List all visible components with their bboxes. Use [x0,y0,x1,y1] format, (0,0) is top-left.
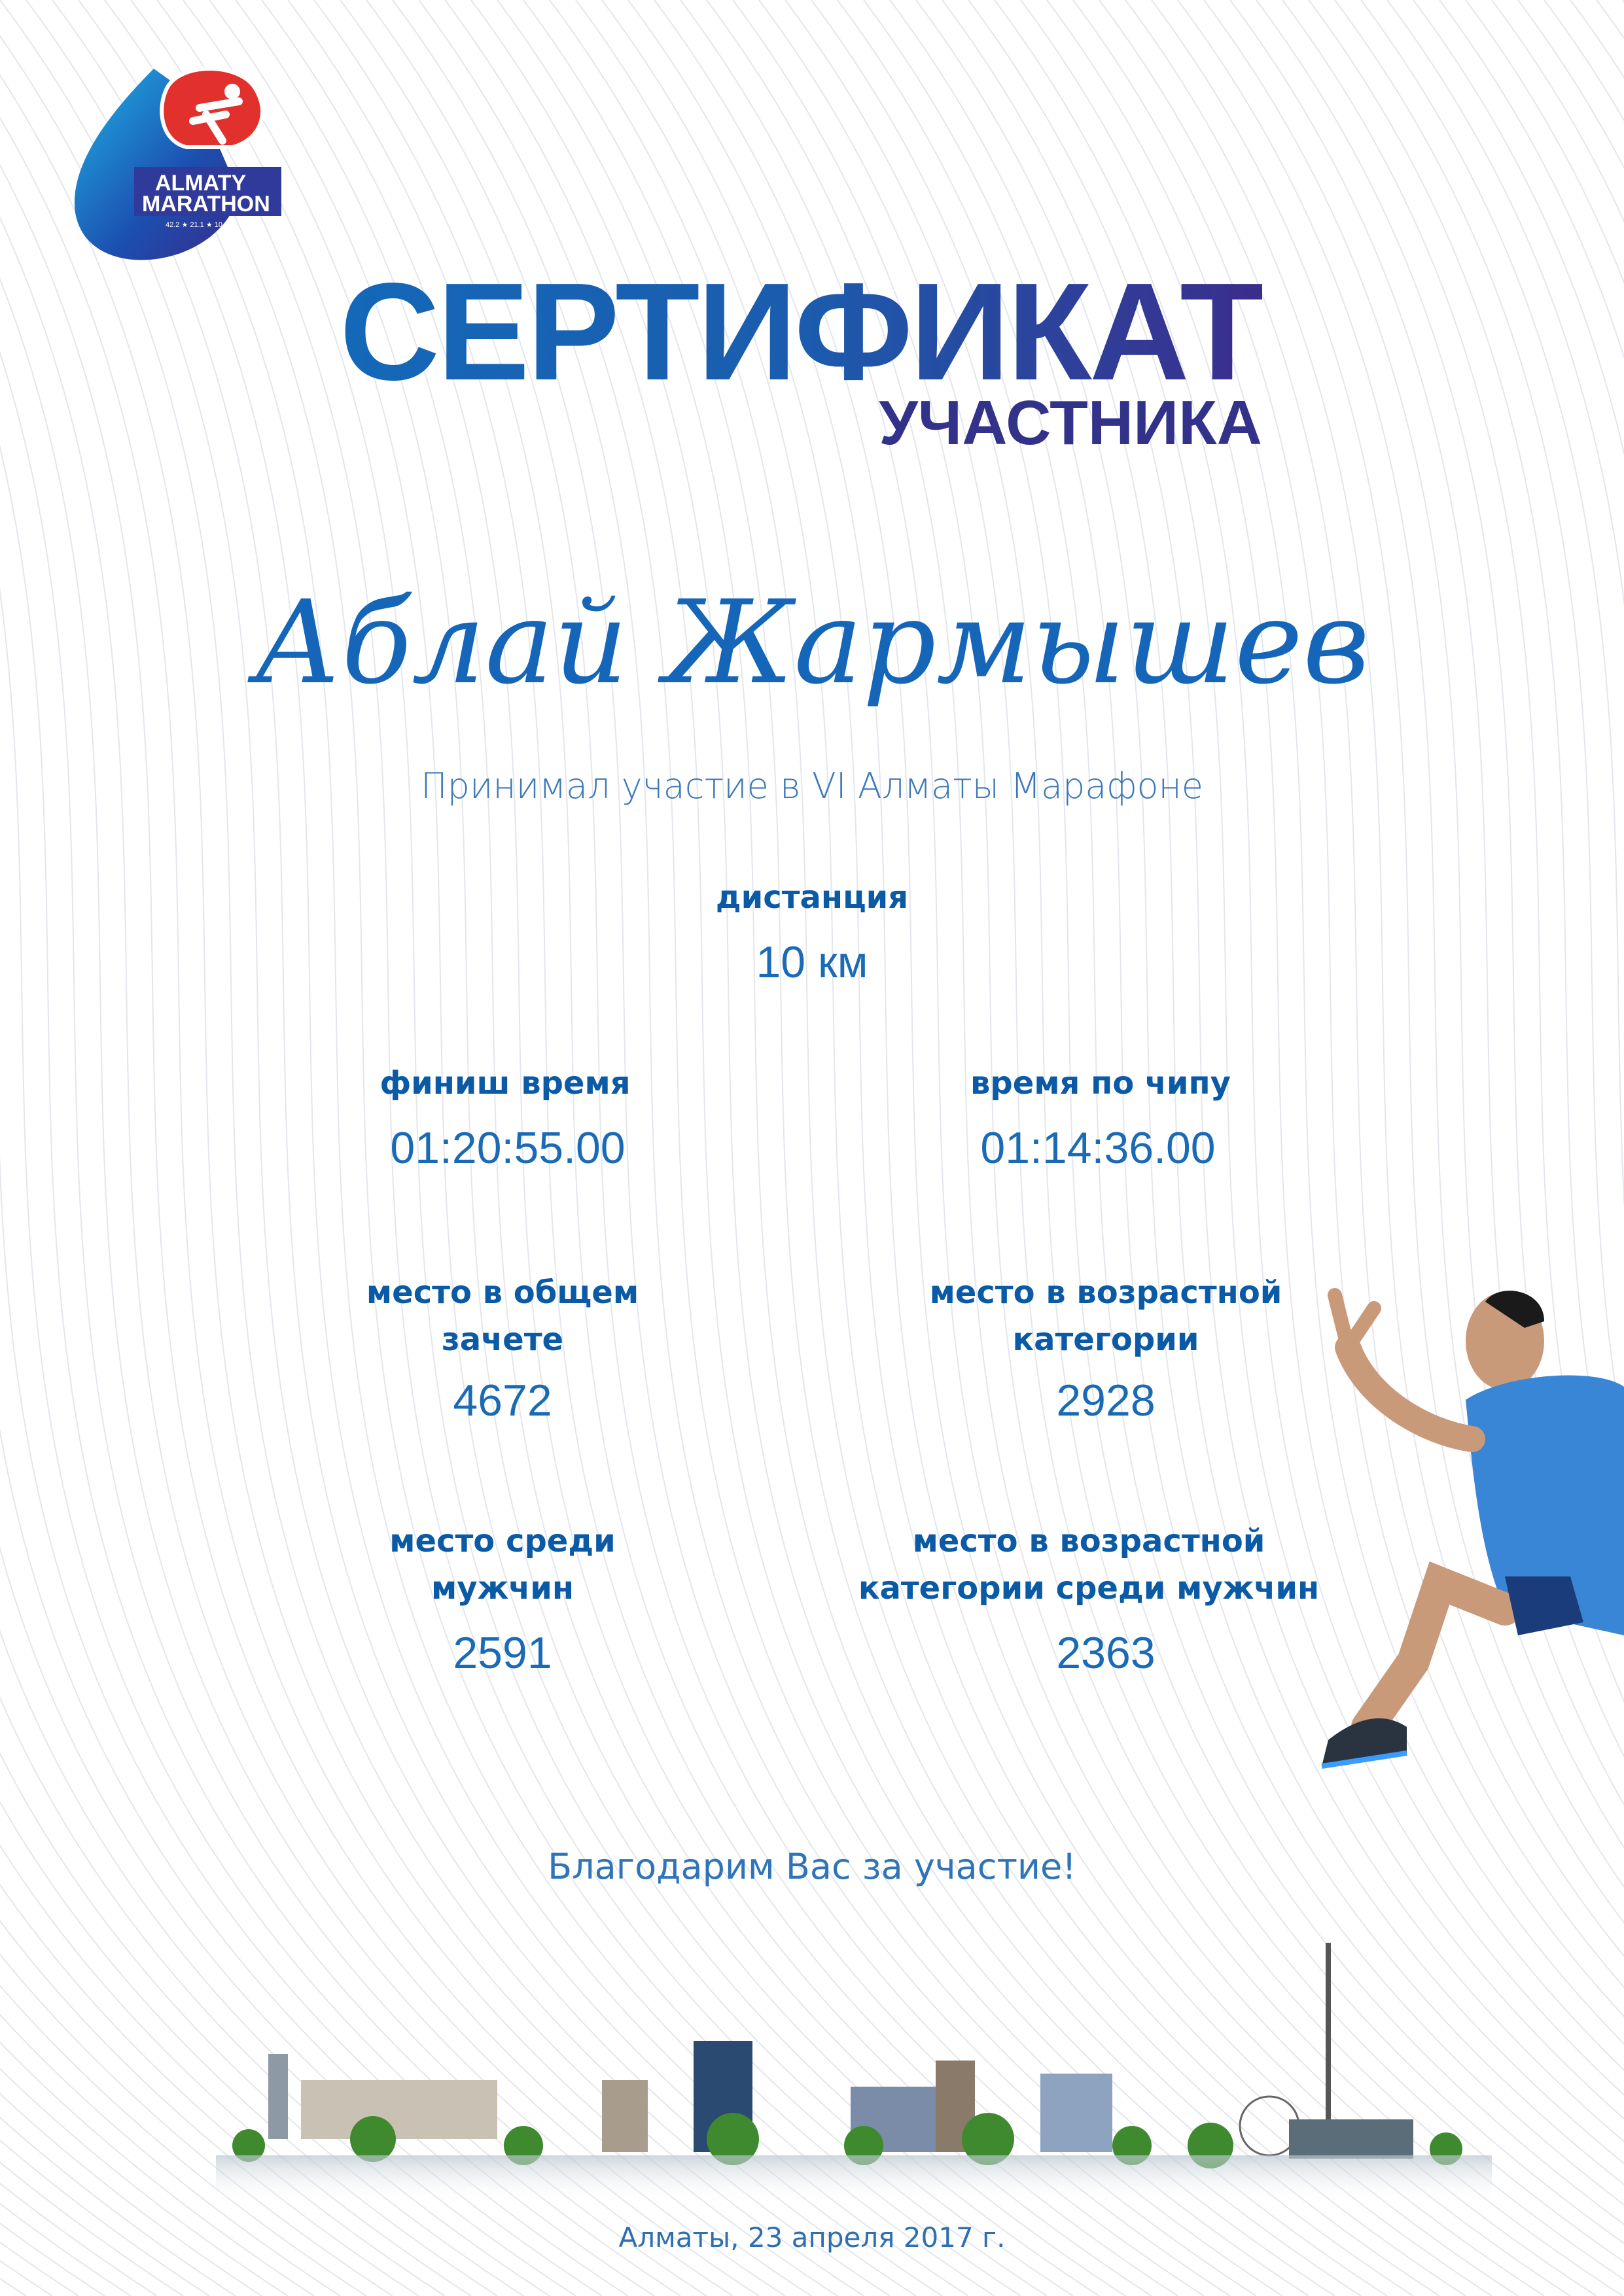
age-place-label [930,1269,1282,1363]
overall-place-value: 4672 [453,1376,552,1425]
background-line [0,0,52,2296]
label-line: место среди [389,1523,616,1559]
background-line [0,0,236,2296]
svg-text:MARATHON: MARATHON [142,192,270,217]
background-line [0,0,79,2296]
svg-text:ALMATY: ALMATY [155,171,247,196]
participant-name: Аблай Жармышев [254,576,1370,710]
overall-place-label [366,1269,639,1363]
chip-time-value: 01:14:36.00 [980,1123,1216,1173]
svg-text:42.2 ★ 21.1 ★ 10 ★ 3: 42.2 ★ 21.1 ★ 10 ★ 3 [166,221,238,229]
certificate-title: СЕРТИФИКАТ [340,252,1262,411]
participation-text: Принимал участие в VI Алматы Марафоне [420,765,1204,807]
chip-time-label: время по чипу [970,1065,1231,1102]
background-line [1492,0,1624,2296]
age-men-place-value: 2363 [1056,1628,1156,1678]
label-line: место в общем [366,1274,639,1311]
city-skyline-image [216,1930,1492,2204]
thanks-text: Благодарим Вас за участие! [548,1846,1076,1887]
background-line [0,0,26,2296]
logo [69,62,285,265]
date-location: Алматы, 23 апреля 2017 г. [618,2221,1006,2253]
background-line [0,0,105,2296]
distance-value: 10 км [756,937,868,987]
runner-image [1309,1269,1624,1792]
men-place-value: 2591 [453,1628,552,1678]
age-place-value: 2928 [1056,1376,1156,1425]
label-line: категории среди мужчин [858,1570,1320,1607]
age-men-place-label [858,1518,1319,1612]
background-line [0,0,131,2296]
finish-time-value: 01:20:55.00 [390,1123,626,1173]
background-line [1570,0,1624,2296]
label-line: мужчин [431,1570,574,1607]
label-line: место в возрастной [929,1274,1282,1311]
background-line [0,0,209,2296]
label-line: категории [1012,1321,1199,1358]
background-line [1544,0,1624,2296]
label-line: место в возрастной [912,1523,1265,1559]
certificate-subtitle: УЧАСТНИКА [879,388,1262,458]
background-line [1518,0,1624,2296]
label-line: зачете [441,1321,564,1358]
finish-time-label: финиш время [380,1065,631,1102]
distance-label: дистанция [715,879,909,916]
men-place-label [389,1518,616,1612]
